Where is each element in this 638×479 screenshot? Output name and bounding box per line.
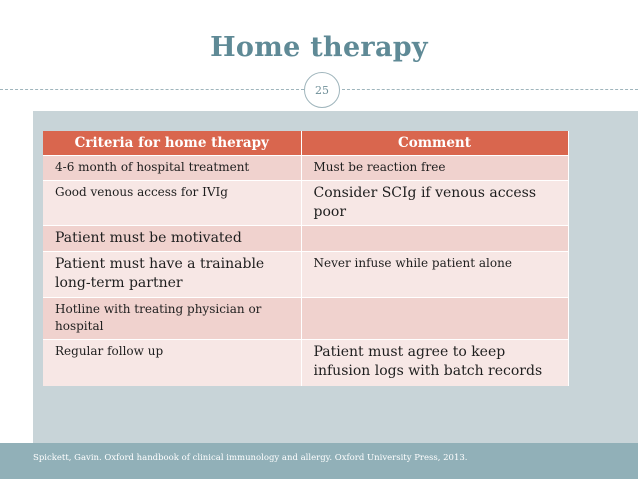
table-row [43, 181, 568, 226]
table-header-row [43, 131, 568, 156]
criteria-cell: Patient must be motivated [43, 226, 301, 252]
page-number-badge [304, 72, 340, 108]
title-divider-left [0, 89, 304, 90]
header-criteria: Criteria for home therapy [43, 131, 301, 156]
table-row [43, 298, 568, 340]
criteria-cell: Patient must have a trainable long-term partner [43, 252, 301, 298]
slide-title: Home therapy [210, 32, 428, 63]
table-row [43, 226, 568, 252]
header-comment: Comment [301, 131, 568, 156]
criteria-cell: Hotline with treating physician or hospital [43, 298, 301, 340]
criteria-cell: 4-6 month of hospital treatment [43, 156, 301, 181]
comment-cell: Never infuse while patient alone [301, 252, 568, 298]
comment-cell: Consider SCIg if venous access poor [301, 181, 568, 226]
comment-cell [301, 298, 568, 340]
comment-cell: Patient must agree to keep infusion logs with batch records [301, 340, 568, 386]
title-divider-right [342, 89, 638, 90]
comment-cell: Must be reaction free [301, 156, 568, 181]
table-row [43, 252, 568, 298]
citation: Spickett, Gavin. Oxford handbook of clinical immunology and allergy. Oxford University Press, 2013. [33, 453, 468, 463]
home-therapy-criteria-table [43, 131, 569, 386]
criteria-cell: Good venous access for IVIg [43, 181, 301, 226]
table-row [43, 340, 568, 386]
table-row [43, 156, 568, 181]
page-number: 25 [315, 83, 329, 97]
criteria-cell: Regular follow up [43, 340, 301, 386]
comment-cell [301, 226, 568, 252]
